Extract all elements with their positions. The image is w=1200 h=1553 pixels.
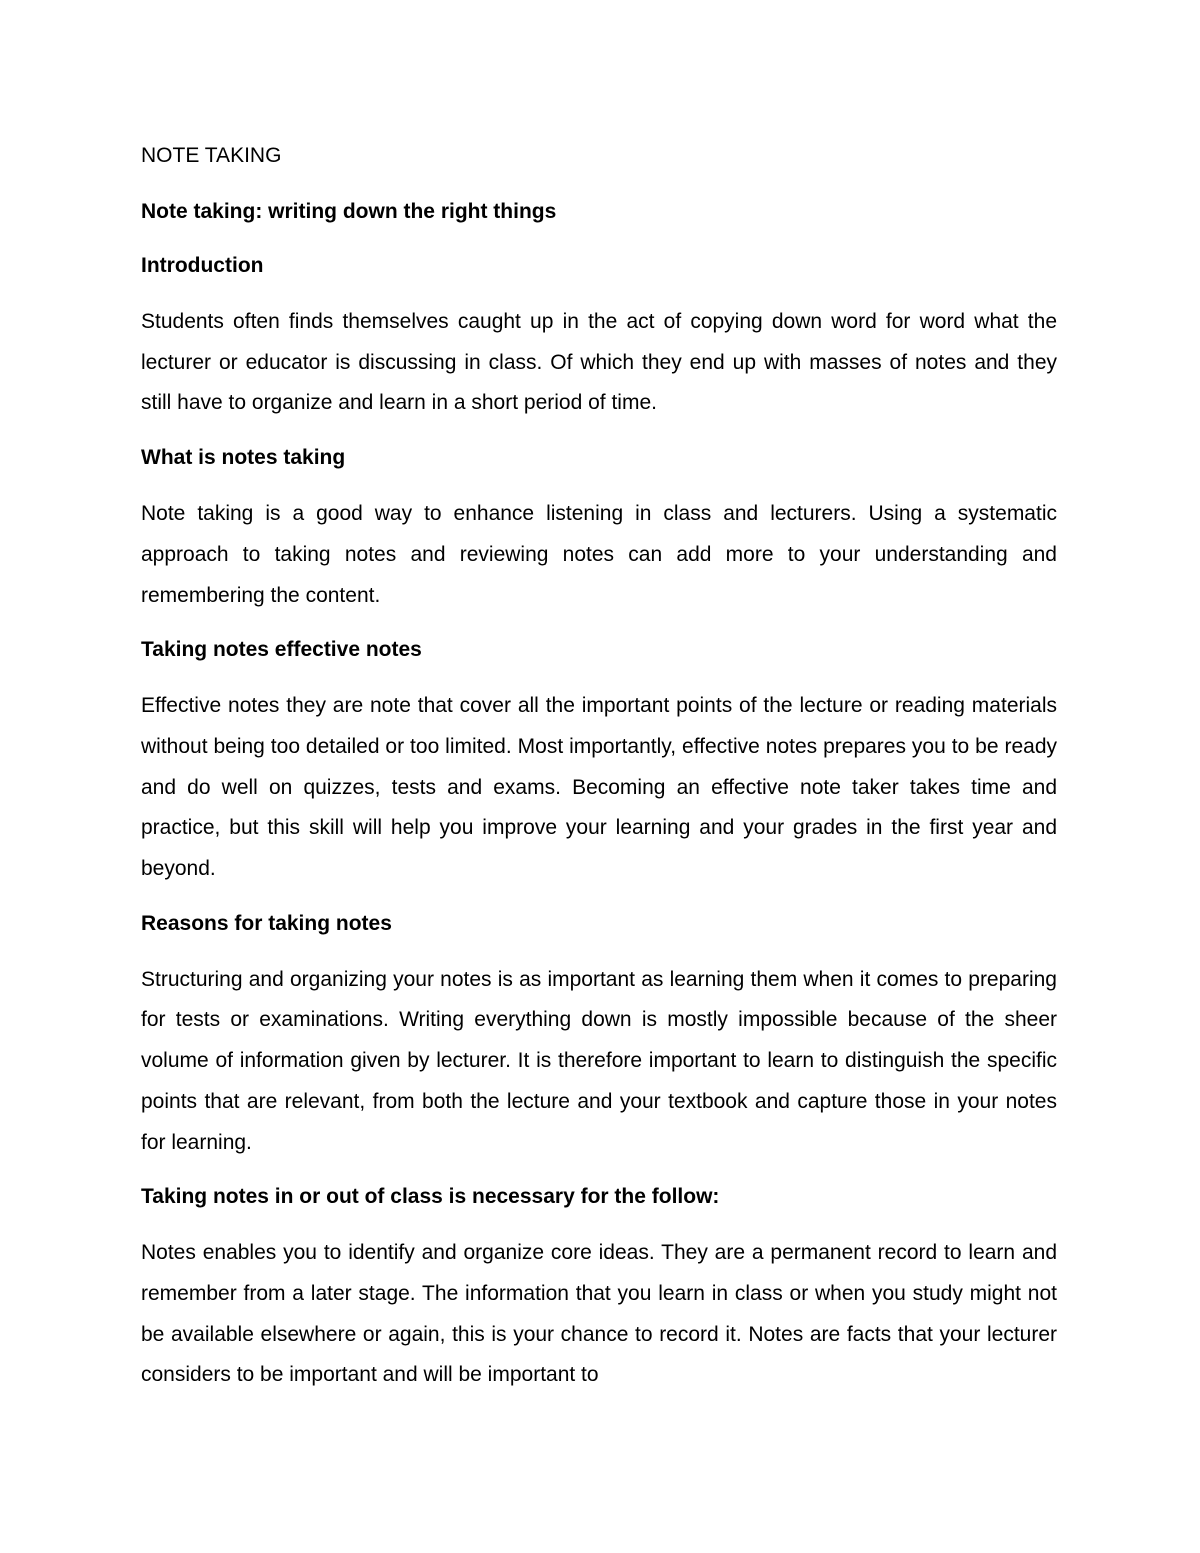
- section-heading-what-is-notes-taking: What is notes taking: [141, 446, 346, 470]
- section-heading-reasons: Reasons for taking notes: [141, 911, 392, 935]
- section-heading-effective-notes: Taking notes effective notes: [141, 638, 422, 662]
- section-body-in-or-out-of-class: Notes enables you to identify and organize core ideas. They are a permanent record to learn and remember from a later stage. The information that you learn in class or when you study might not be available elsewhere or again, this is your chance to record it. Notes are facts that your lecturer considers to be important and will be important to: [141, 1241, 1057, 1387]
- section-body-introduction: Students often finds themselves caught up in the act of copying down word for word what the lecturer or educator is discussing in class. Of which they end up with masses of notes and they still have to organize and learn in a short period of time.: [141, 310, 1057, 415]
- section-body-effective-notes: Effective notes they are note that cover all the important points of the lecture or reading materials without being too detailed or too limited. Most importantly, effective notes prepares you to be ready and do well on quizzes, tests and exams. Becoming an effective note taker takes time and practice, but this skill will help you improve your learning and your grades in the first year and beyond.: [141, 694, 1057, 881]
- section-body-what-is-notes-taking: Note taking is a good way to enhance listening in class and lecturers. Using a systematic approach to taking notes and reviewing notes can add more to your understanding and remembering the content.: [141, 502, 1057, 607]
- document-body: [141, 138, 1057, 1412]
- section-heading-introduction: Introduction: [141, 254, 264, 277]
- document-title: NOTE TAKING: [141, 144, 282, 167]
- section-body-reasons: Structuring and organizing your notes is as important as learning them when it comes to preparing for tests or examinations. Writing everything down is mostly impossible because of the sheer volume of information given by lecturer. It is therefore important to learn to distinguish the specific points that are relevant, from both the lecture and your textbook and capture those in your notes for learning.: [141, 967, 1057, 1154]
- document-subtitle: Note taking: writing down the right things: [141, 200, 557, 223]
- section-heading-in-or-out-of-class: Taking notes in or out of class is necessary for the follow:: [141, 1185, 720, 1209]
